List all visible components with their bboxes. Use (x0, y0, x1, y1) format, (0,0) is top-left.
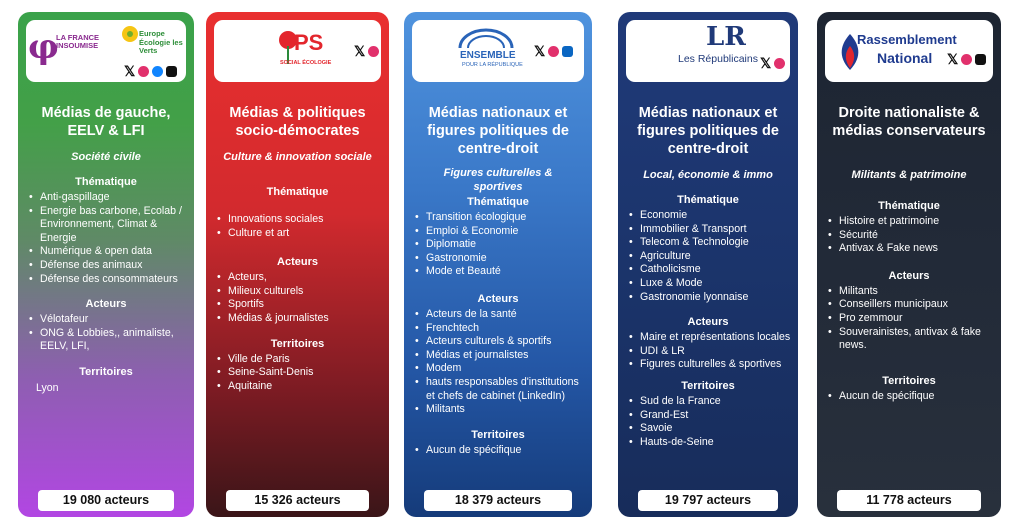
list-item: • Culture et art (228, 227, 383, 241)
thematique-list (206, 213, 389, 240)
acteurs-heading: Acteurs (85, 298, 127, 311)
eelv-logo-text: Europe Écologie les Verts (139, 29, 183, 55)
instagram-icon[interactable] (138, 66, 149, 77)
list-item: • Militants (839, 285, 995, 299)
card-title: Médias nationaux et figures politiques de centre-droit (427, 105, 569, 157)
thematique-heading: Thématique (878, 200, 940, 212)
list-item: • Modem (426, 362, 586, 376)
card-title: Médias de gauche, EELV & LFI (41, 105, 171, 139)
tiktok-icon[interactable] (975, 54, 986, 65)
list-item: • Pro zemmour (839, 312, 995, 326)
instagram-icon[interactable] (774, 58, 785, 69)
card-lfi-eelv (18, 12, 194, 517)
acteurs-list (404, 308, 592, 417)
list-item: • Antivax & Fake news (839, 242, 995, 256)
lr-logo-mark: LR (706, 22, 746, 52)
list-item: • Numérique & open data (40, 245, 188, 259)
x-icon[interactable]: 𝕏 (354, 43, 366, 59)
card-subtitle: Militants & patrimoine (851, 169, 967, 181)
list-item: • Gastronomie (426, 252, 586, 266)
list-item: • Diplomatie (426, 238, 586, 252)
thematique-heading: Thématique (75, 176, 137, 188)
list-item: • Innovations sociales (228, 213, 383, 227)
list-item: • Frenchtech (426, 322, 586, 336)
list-item: • Histoire et patrimoine (839, 215, 995, 229)
list-item: • Emploi & Economie (426, 225, 586, 239)
rn-logo-text-1: Rassemblement (857, 32, 957, 47)
list-item: • Anti-gaspillage (40, 191, 188, 205)
list-item: • Sportifs (228, 298, 383, 312)
card-title: Droite nationaliste & médias conservateurs (832, 105, 986, 139)
list-item: • Sécurité (839, 229, 995, 243)
social-icons (947, 52, 986, 66)
list-item: • Aucun de spécifique (426, 444, 586, 458)
social-icons (124, 64, 177, 78)
list-item: • Sud de la France (640, 395, 792, 409)
acteurs-list (206, 271, 389, 325)
territoires-list (206, 353, 389, 394)
ps-logo-text: PS (294, 30, 324, 55)
thematique-list (817, 215, 1001, 256)
acteurs-heading: Acteurs (477, 292, 519, 305)
rn-logo-text-2: National (877, 50, 933, 66)
list-item: • Transition écologique (426, 211, 586, 225)
list-item: • Défense des animaux (40, 259, 188, 273)
list-item: • Luxe & Mode (640, 277, 792, 291)
logo-rn (825, 20, 993, 82)
logo-ensemble (412, 20, 584, 82)
list-item: • Acteurs culturels & sportifs (426, 335, 586, 349)
svg-text:φ: φ (28, 27, 59, 67)
acteurs-list (817, 285, 1001, 353)
card-lr (618, 12, 798, 517)
ps-logo-subtext: SOCIAL ÉCOLOGIE (280, 60, 332, 66)
card-ensemble (404, 12, 592, 517)
x-icon[interactable]: 𝕏 (534, 43, 546, 59)
territoires-heading: Territoires (79, 365, 133, 378)
social-icons (760, 56, 785, 70)
card-title: Médias & politiques socio-démocrates (229, 105, 366, 139)
acteurs-heading: Acteurs (687, 316, 729, 329)
instagram-icon[interactable] (961, 54, 972, 65)
list-item: • Economie (640, 209, 792, 223)
list-item: • Aquitaine (228, 380, 383, 394)
territoires-heading: Territoires (681, 379, 735, 392)
card-subtitle: Figures culturelles & sportives (443, 167, 553, 193)
list-item: • Acteurs, (228, 271, 383, 285)
actor-count: 15 326 acteurs (226, 490, 369, 511)
list-item: • Gastronomie lyonnaise (640, 291, 792, 305)
territoires-heading: Territoires (270, 337, 325, 350)
list-item: • Conseillers municipaux (839, 298, 995, 312)
ensemble-logo-subtext: POUR LA RÉPUBLIQUE (462, 62, 523, 68)
territoires-heading: Territoires (471, 428, 525, 441)
list-item: • ONG & Lobbies,, animaliste, EELV, LFI, (40, 327, 188, 354)
tiktok-icon[interactable] (166, 66, 177, 77)
ensemble-logo-text: ENSEMBLE (460, 50, 516, 61)
territoires-heading: Territoires (882, 374, 936, 387)
card-rn (817, 12, 1001, 517)
instagram-icon[interactable] (368, 46, 379, 57)
acteurs-heading: Acteurs (888, 269, 930, 282)
list-item: • Acteurs de la santé (426, 308, 586, 322)
list-item: • Aucun de spécifique (839, 390, 995, 404)
list-item: • Figures culturelles & sportives (640, 358, 792, 372)
list-item: • Militants (426, 403, 586, 417)
territoires-list (404, 444, 592, 458)
actor-count: 18 379 acteurs (424, 490, 572, 511)
list-item: • Immobilier & Transport (640, 223, 792, 237)
x-icon[interactable]: 𝕏 (947, 51, 959, 67)
instagram-icon[interactable] (548, 46, 559, 57)
territoires-list (817, 390, 1001, 404)
x-icon[interactable]: 𝕏 (124, 63, 136, 79)
list-item: • Maire et représentations locales (640, 331, 792, 345)
thematique-heading: Thématique (266, 186, 329, 198)
card-ps (206, 12, 389, 517)
card-subtitle: Société civile (71, 151, 141, 163)
list-item: • Milieux culturels (228, 285, 383, 299)
card-subtitle: Culture & innovation sociale (223, 151, 372, 163)
logo-lfi-eelv (26, 20, 186, 82)
card-subtitle: Local, économie & immo (643, 169, 773, 181)
social-icons (534, 44, 573, 58)
actor-count: 11 778 acteurs (837, 490, 981, 511)
list-item: • Agriculture (640, 250, 792, 264)
list-item: • Défense des consommateurs (40, 273, 188, 287)
actor-count: 19 080 acteurs (38, 490, 174, 511)
thematique-list (404, 211, 592, 279)
list-item: • Telecom & Technologie (640, 236, 792, 250)
list-item: • Seine-Saint-Denis (228, 366, 383, 380)
linkedin-icon[interactable] (562, 46, 573, 57)
social-icons (354, 44, 379, 58)
thematique-list (18, 191, 194, 286)
list-item: • Médias et journalistes (426, 349, 586, 363)
list-item: • Médias & journalistes (228, 312, 383, 326)
list-item: • Ville de Paris (228, 353, 383, 367)
list-item: • Souverainistes, antivax & fake news. (839, 326, 995, 353)
acteurs-list (18, 313, 194, 354)
list-item: • hauts responsables d'institutions et chefs de cabinet (LinkedIn) (426, 376, 586, 403)
bluesky-icon[interactable] (152, 66, 163, 77)
thematique-heading: Thématique (677, 194, 739, 206)
territoires-list (618, 395, 798, 449)
acteurs-list (618, 331, 798, 372)
logo-ps (214, 20, 381, 82)
thematique-list (618, 209, 798, 304)
lr-logo-text: Les Républicains (678, 53, 758, 65)
list-item: • Vélotafeur (40, 313, 188, 327)
acteurs-heading: Acteurs (277, 256, 318, 269)
thematique-heading: Thématique (467, 196, 529, 208)
territoire-value: Lyon (36, 381, 59, 394)
list-item: • Mode et Beauté (426, 265, 586, 279)
list-item: • UDI & LR (640, 345, 792, 359)
list-item: • Savoie (640, 422, 792, 436)
actor-count: 19 797 acteurs (638, 490, 778, 511)
list-item: • Energie bas carbone, Ecolab / Environnement, Climat & Energie (40, 205, 188, 246)
x-icon[interactable]: 𝕏 (760, 55, 772, 71)
logo-lr (626, 20, 790, 82)
lfi-logo-text: LA FRANCE INSOUMISE (56, 33, 100, 50)
card-title: Médias nationaux et figures politiques de centre-droit (637, 105, 779, 157)
ensemble-arch-icon (456, 28, 516, 50)
list-item: • Grand-Est (640, 409, 792, 423)
list-item: • Hauts-de-Seine (640, 436, 792, 450)
party-cards-row (0, 12, 1024, 524)
list-item: • Catholicisme (640, 263, 792, 277)
